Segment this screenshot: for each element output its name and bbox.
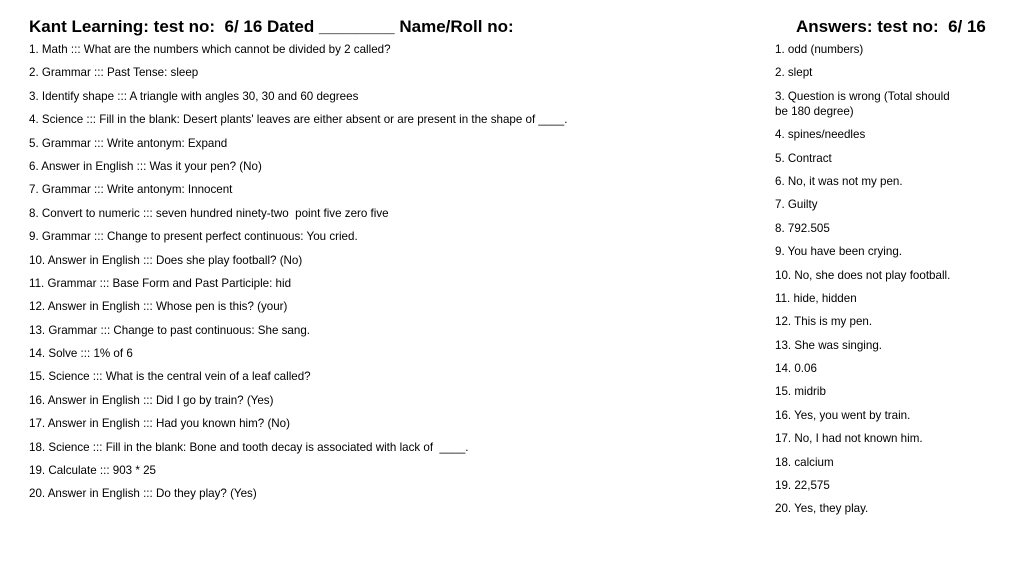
question-item: 16. Answer in English ::: Did I go by train? (Yes) <box>29 393 274 407</box>
answer-item: 19. 22,575 <box>775 479 830 493</box>
question-item: 7. Grammar ::: Write antonym: Innocent <box>29 183 233 197</box>
question-item: 13. Grammar ::: Change to past continuous: She sang. <box>29 323 310 337</box>
question-item: 6. Answer in English ::: Was it your pen? (No) <box>29 159 262 173</box>
question-item: 4. Science ::: Fill in the blank: Desert plants' leaves are either absent or are present in the shape of ____. <box>29 113 568 127</box>
answer-item: 3. Question is wrong (Total should be 180 degree) <box>775 89 953 118</box>
question-item: 3. Identify shape ::: A triangle with angles 30, 30 and 60 degrees <box>29 89 359 103</box>
answer-item: 6. No, it was not my pen. <box>775 174 903 188</box>
answer-list <box>775 42 965 525</box>
answer-item: 13. She was singing. <box>775 338 882 352</box>
answer-item: 5. Contract <box>775 151 832 165</box>
answer-item: 20. Yes, they play. <box>775 502 869 516</box>
answer-item: 2. slept <box>775 66 813 80</box>
question-list <box>29 42 729 510</box>
answer-item: 4. spines/needles <box>775 128 866 142</box>
answer-item: 8. 792.505 <box>775 221 830 235</box>
answer-item: 15. midrib <box>775 385 826 399</box>
question-item: 8. Convert to numeric ::: seven hundred ninety-two point five zero five <box>29 206 389 220</box>
question-item: 5. Grammar ::: Write antonym: Expand <box>29 136 228 150</box>
question-item: 9. Grammar ::: Change to present perfect continuous: You cried. <box>29 230 358 244</box>
answer-item: 9. You have been crying. <box>775 245 902 259</box>
answer-key-title: Answers: test no: 6/ 16 <box>796 17 986 36</box>
answer-item: 1. odd (numbers) <box>775 43 864 56</box>
question-item: 11. Grammar ::: Base Form and Past Participle: hid <box>29 276 292 290</box>
question-item: 17. Answer in English ::: Had you known him? (No) <box>29 417 290 431</box>
answer-item: 16. Yes, you went by train. <box>775 408 911 422</box>
worksheet-title: Kant Learning: test no: 6/ 16 Dated ________ Name/Roll no: <box>29 17 514 36</box>
question-item: 14. Solve ::: 1% of 6 <box>29 347 133 361</box>
answer-item: 11. hide, hidden <box>775 291 857 305</box>
question-item: 15. Science ::: What is the central vein of a leaf called? <box>29 370 311 384</box>
answer-item: 7. Guilty <box>775 198 818 212</box>
answer-item: 18. calcium <box>775 455 834 469</box>
question-item: 2. Grammar ::: Past Tense: sleep <box>29 66 199 80</box>
question-item: 12. Answer in English ::: Whose pen is this? (your) <box>29 300 288 314</box>
question-item: 20. Answer in English ::: Do they play? (Yes) <box>29 487 257 501</box>
answer-item: 17. No, I had not known him. <box>775 432 923 446</box>
question-item: 10. Answer in English ::: Does she play football? (No) <box>29 253 303 267</box>
answer-item: 12. This is my pen. <box>775 315 873 329</box>
question-item: 18. Science ::: Fill in the blank: Bone and tooth decay is associated with lack of ____. <box>29 440 469 454</box>
question-item: 1. Math ::: What are the numbers which cannot be divided by 2 called? <box>29 43 391 56</box>
question-item: 19. Calculate ::: 903 * 25 <box>29 464 156 478</box>
answer-item: 14. 0.06 <box>775 362 817 376</box>
answer-item: 10. No, she does not play football. <box>775 268 951 282</box>
